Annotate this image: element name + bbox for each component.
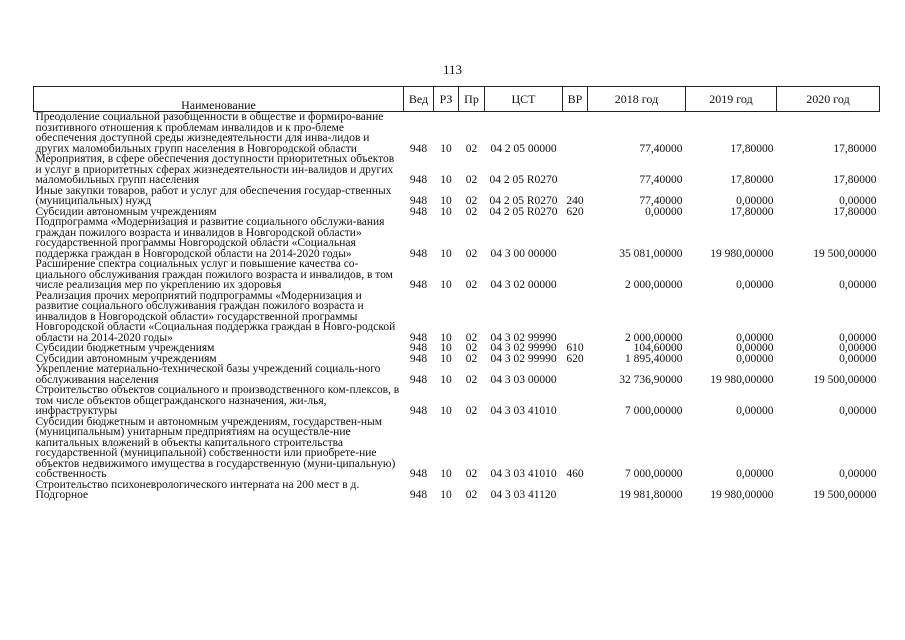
row-2019: 0,00000 [736,468,774,480]
row-ved: 948 [409,342,428,354]
table-row [34,217,880,259]
row-cst: 04 3 02 00000 [490,279,557,291]
row-vr: 620 [566,205,584,218]
row-cst: 04 3 02 99990 [490,352,557,365]
row-2020: 0,00000 [839,279,877,291]
row-pr: 02 [465,247,478,260]
row-pr: 02 [465,352,478,365]
row-cst: 04 2 05 00000 [490,142,557,155]
row-2020: 19 500,00000 [813,489,877,501]
row-2019: 19 980,00000 [710,247,774,260]
row-pr: 02 [465,373,478,386]
header-rz: РЗ [434,87,459,112]
row-cst: 04 3 03 00000 [490,373,557,386]
row-rz: 10 [440,373,452,386]
row-2018: 77,40000 [639,195,683,207]
row-2018: 2 000,00000 [625,331,683,344]
row-2018: 77,40000 [639,142,683,155]
row-2018: 7 000,00000 [625,405,683,417]
row-pr: 02 [465,331,478,344]
row-2020: 0,00000 [839,331,877,344]
row-rz: 10 [440,247,452,260]
row-ved: 948 [409,468,428,480]
row-2018: 19 981,80000 [619,489,683,501]
row-ved: 948 [409,489,428,501]
table-body [34,112,880,501]
row-2019: 0,00000 [736,352,774,365]
header-2020: 2020 год [777,87,880,112]
row-pr: 02 [465,468,478,480]
row-name: Подпрограмма «Модернизация и развитие социального обслужи-вания граждан пожилого возраста и инвалидов в Новгородской области» государственной программы Новгородской области «Социальная поддержка граждан в Новгородской области на 2014-2020 годы» [35,216,385,260]
table-row [34,112,880,155]
table-row [34,480,880,501]
table-row [34,154,880,186]
header-row [34,87,880,112]
row-vr [563,217,588,259]
row-vr [563,112,588,155]
header-ved: Вед [404,87,434,112]
row-cst: 04 2 05 R0270 [489,195,558,207]
row-2019: 0,00000 [736,331,774,344]
row-pr: 02 [465,195,478,207]
header-2019: 2019 год [686,87,777,112]
table-row [34,291,880,344]
row-2018: 32 736,90000 [619,373,683,386]
header-pr: Пр [459,87,485,112]
row-pr: 02 [465,342,478,354]
row-2019: 19 980,00000 [710,373,774,386]
row-ved: 948 [409,405,428,417]
row-name: Строительство объектов социального и производственного ком-плексов, в том числе объектов общегражданского назначения, жи-лья, инфраструктуры [35,384,400,417]
header-2018: 2018 год [588,87,686,112]
row-name: Субсидии бюджетным учреждениям [35,342,215,354]
row-name: Субсидии автономным учреждениям [35,352,217,365]
row-name: Субсидии бюджетным и автономным учреждениям, государствен-ным (муниципальным) унитарным предприятиям на осуществле-ние капитальных вложений в объекты капитального строительства государственной (муниципальной) собственности или приобрете-ние объектов недвижимого имущества в государственную (муни-ципальную) собственность [35,415,396,480]
row-2019: 0,00000 [736,195,774,207]
row-2020: 0,00000 [839,352,877,365]
row-vr: 610 [566,342,584,354]
row-rz: 10 [440,352,452,365]
header-name: Наименование [34,87,404,112]
row-name: Укрепление материально-технической базы учреждений социаль-ного обслуживания населения [35,363,381,386]
row-2019: 19 980,00000 [710,489,774,501]
table-row [34,343,880,354]
row-cst: 04 3 03 41010 [490,405,557,417]
row-cst: 04 3 00 00000 [490,247,557,260]
row-ved: 948 [409,205,428,218]
row-vr [563,259,588,291]
row-vr [563,154,588,186]
row-ved: 948 [409,247,428,260]
row-pr: 02 [465,142,478,155]
row-2020: 19 500,00000 [813,373,877,386]
header-vr: ВР [563,87,588,112]
table-row [34,259,880,291]
row-ved: 948 [409,174,428,186]
row-cst: 04 2 05 R0270 [489,205,558,218]
row-2020: 0,00000 [839,342,877,354]
row-2020: 0,00000 [839,195,877,207]
row-2019: 0,00000 [736,405,774,417]
row-2020: 17,80000 [833,205,877,218]
row-rz: 10 [440,279,452,291]
row-vr [563,291,588,344]
row-pr: 02 [465,174,478,186]
table-header [34,87,880,112]
header-cst: ЦСТ [485,87,563,112]
row-2018: 77,40000 [639,174,683,186]
row-name: Субсидии автономным учреждениям [35,205,217,218]
row-pr: 02 [465,405,478,417]
row-cst: 04 3 03 41010 [490,468,557,480]
row-cst: 04 2 05 R0270 [489,174,558,186]
table-row [34,417,880,480]
row-2018: 35 081,00000 [619,247,683,260]
page-number: 113 [442,62,463,77]
row-ved: 948 [409,331,428,344]
row-name: Строительство психоневрологического интерната на 200 мест в д. Подгорное [35,478,360,501]
row-2020: 17,80000 [833,142,877,155]
row-rz: 10 [440,195,452,207]
row-ved: 948 [409,352,428,365]
row-name: Мероприятия, в сфере обеспечения доступности приоритетных объектов и услуг в приоритетных сферах жизнедеятельности ин-валидов и других маломобильных групп населения [35,153,395,186]
row-rz: 10 [440,405,452,417]
row-pr: 02 [465,279,478,291]
row-2019: 17,80000 [730,142,774,155]
row-vr: 240 [566,195,584,207]
row-rz: 10 [440,342,452,354]
row-name: Иные закупки товаров, работ и услуг для обеспечения государ-ственных (муниципальных) нужд [35,184,392,207]
row-pr: 02 [465,205,478,218]
table-row [34,364,880,385]
table-row [34,186,880,207]
row-name: Преодоление социальной разобщенности в обществе и формиро-вание позитивного отношения к проблемам инвалидов и к про-блеме обеспечения доступной среды жизнедеятельности для инва-лидов и других маломобильных групп населения в Новгородской области [35,111,384,155]
row-vr: 460 [566,468,584,480]
row-cst: 04 3 02 99990 [490,342,557,354]
row-rz: 10 [440,142,452,155]
row-name: Реализация прочих мероприятий подпрограммы «Модернизация и развитие социального обслуживания граждан пожилого возраста и инвалидов в Новгородской области» государственной программы Новгородской области «Социальная поддержка граждан в Новго-родской области на 2014-2020 годы» [35,289,396,344]
table-row [34,385,880,417]
row-2018: 104,60000 [633,342,683,354]
budget-table [33,86,880,501]
row-2018: 1 895,40000 [625,352,683,365]
row-ved: 948 [409,142,428,155]
row-2019: 17,80000 [730,174,774,186]
row-vr [563,480,588,501]
row-rz: 10 [440,489,452,501]
row-rz: 10 [440,331,452,344]
row-2018: 7 000,00000 [625,468,683,480]
row-2018: 2 000,00000 [625,279,683,291]
row-ved: 948 [409,279,428,291]
row-ved: 948 [409,373,428,386]
row-rz: 10 [440,205,452,218]
row-vr [563,385,588,417]
row-ved: 948 [409,195,428,207]
row-2020: 19 500,00000 [813,247,877,260]
row-name: Расширение спектра социальных услуг и повышение качества со-циального обслуживания граждан пожилого возраста и инвалидов, в том числе реализация мер по укреплению их здоровья [35,258,393,291]
row-cst: 04 3 03 41120 [490,489,557,501]
row-2019: 0,00000 [736,279,774,291]
row-cst: 04 3 02 99990 [490,331,557,344]
row-vr: 620 [566,352,584,365]
row-2019: 17,80000 [730,205,774,218]
row-pr: 02 [465,489,478,501]
row-rz: 10 [440,174,452,186]
row-vr [563,364,588,385]
row-2019: 0,00000 [736,342,774,354]
row-2020: 17,80000 [833,174,877,186]
row-2020: 0,00000 [839,405,877,417]
row-2018: 0,00000 [645,205,683,218]
row-rz: 10 [440,468,452,480]
row-2020: 0,00000 [839,468,877,480]
